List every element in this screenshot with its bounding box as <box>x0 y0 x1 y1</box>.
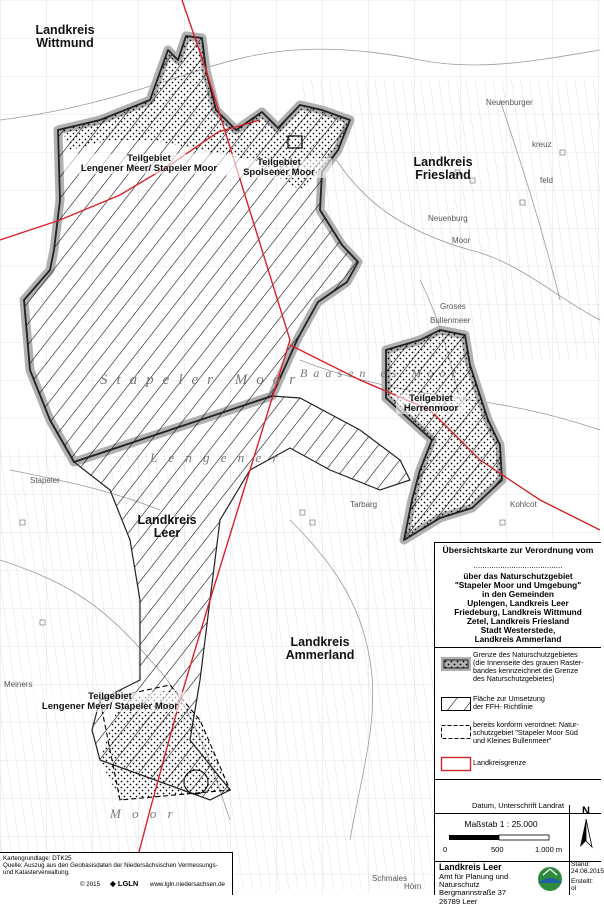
stand-block <box>569 861 602 895</box>
legend-subtitle-line: Uplengen, Landkreis Leer <box>467 597 569 608</box>
credit-url[interactable]: www.lgln.niedersachsen.de <box>150 881 225 888</box>
subarea-label-lengener-north: Teilgebiet Lengener Meer/ Stapeler Moor <box>64 154 234 174</box>
legend-subtitle-line: in den Gemeinden <box>482 588 554 599</box>
scale-tick-0: 0 <box>443 845 448 854</box>
place-neuenburger: Neuenburger <box>486 98 533 107</box>
subarea-label-herrenmoor: Teilgebiet Herrenmoor <box>396 394 466 414</box>
district-label-wittmund: Landkreis Wittmund <box>35 23 95 51</box>
north-arrow-icon <box>570 817 602 857</box>
north-arrow-box <box>569 805 602 861</box>
place-neuenburg: Neuenburg <box>428 214 468 223</box>
place-groses: Groses <box>440 302 466 311</box>
authority-line: Naturschutz <box>439 880 480 890</box>
credit-line: Quelle: Auszug aus den Geobasisdaten der Niedersächsischen Vermessungs- <box>3 862 218 870</box>
legend-item-ffh <box>437 695 599 717</box>
legend-text-konform: bereits konform verordnet: Natur- schutzgebiet "Stapeler Moor Süd und Kleines Bullenmeer" <box>473 720 579 746</box>
legend-item-nsg-boundary <box>437 651 599 691</box>
district-label-ammerland: Landkreis Ammerland <box>285 635 355 663</box>
district-label-leer: Landkreis Leer <box>137 513 197 541</box>
district-label-friesland: Landkreis Friesland <box>413 155 473 183</box>
lgln-logo-text: LGLN <box>117 879 139 888</box>
north-label: N <box>582 805 590 817</box>
authority-line: Bergmannstraße 37 <box>439 888 507 898</box>
landscape-label-baasen: Baasen es Moor <box>300 366 462 380</box>
lgln-logo: ◆ LGLN <box>110 879 139 888</box>
legend-subtitle-line: über das Naturschutzgebiet <box>463 571 573 581</box>
legend-subtitle-line: "Stapeler Moor und Umgebung" <box>454 579 582 590</box>
erstellt-label: Erstellt: <box>571 877 593 885</box>
legend-swatch-red <box>441 757 469 769</box>
scale-tick-500: 500 <box>491 845 504 854</box>
credit-year: © 2015 <box>80 881 101 888</box>
place-bullenmeer: Bullenmeer <box>430 316 471 325</box>
scale-text: Maßstab 1 : 25.000 <box>464 819 538 829</box>
legend-subtitle-line: Zetel, Landkreis Friesland <box>466 615 570 626</box>
authority-name: Landkreis Leer <box>439 862 502 872</box>
legend-item-kreisgrenze <box>437 757 599 773</box>
credit-line: Kartengrundlage: DTK25 <box>3 855 72 862</box>
legend-text-kreisgrenze: Landkreisgrenze <box>473 758 527 767</box>
authority-line: Amt für Planung und <box>439 871 509 881</box>
place-schmales: Schmales <box>372 874 408 883</box>
scale-tick-1000: 1.000 m <box>535 845 563 854</box>
signature-line-label: Datum, Unterschrift Landrat <box>471 801 565 810</box>
legend-item-konform <box>437 721 599 751</box>
legend-date-dots: ........................................ <box>473 561 563 570</box>
legend-text-ffh: Fläche zur Umsetzung der FFH- Richtlinie <box>473 694 545 712</box>
legend-title: Übersichtskarte zur Verordnung vom <box>442 545 594 555</box>
subarea-label-lengener-south: Teilgebiet Lengener Meer/ Stapeler Moor <box>34 692 186 712</box>
place-tarbarg: Tarbarg <box>350 500 378 509</box>
legend-text-nsg: Grenze des Naturschutzgebietes (die Innenseite des grauen Raster- bandes kennzeichnet die Grenze des Naturschutzgebietes) <box>473 650 584 684</box>
map-credit <box>0 852 233 895</box>
legend-swatch-dashed <box>441 725 469 737</box>
stand-label: Stand: <box>571 861 591 868</box>
credit-line: und Katasterverwaltung, <box>3 869 70 877</box>
legend-swatch-hatch <box>441 697 469 709</box>
place-kohlcot: Kohlcot <box>510 500 537 509</box>
place-kreuz: kreuz <box>532 140 552 149</box>
place-moor: Moor <box>452 236 471 245</box>
subarea-label-spolsener: Teilgebiet Spolsener Moor <box>226 158 332 178</box>
authority-block <box>439 863 535 906</box>
place-horn: Hörn <box>404 882 422 891</box>
authority-line: 26789 Leer <box>439 896 478 906</box>
place-stapeler: Stapeler <box>30 476 60 485</box>
legend-swatch-dots <box>441 657 469 669</box>
legend-subtitle-line: Stadt Westerstede, <box>480 624 556 635</box>
place-feld: feld <box>540 176 553 185</box>
stand-date: 24.06.2015 <box>571 868 604 876</box>
landkreis-leer-logo-icon <box>535 865 565 893</box>
legend-subtitle-line: Landkreis Ammerland <box>474 633 562 644</box>
landscape-label-lengener: L e n g e n e r <box>150 450 282 465</box>
landscape-label-moor: M o o r <box>110 806 177 821</box>
legend-panel <box>434 542 604 906</box>
erstellt-value: ol <box>571 885 577 893</box>
landscape-label-stapeler-moor: Stapeler Moor <box>100 372 305 388</box>
legend-subtitle-line: Friedeburg, Landkreis Wittmund <box>454 606 582 617</box>
place-meiners: Meiners <box>4 680 33 689</box>
